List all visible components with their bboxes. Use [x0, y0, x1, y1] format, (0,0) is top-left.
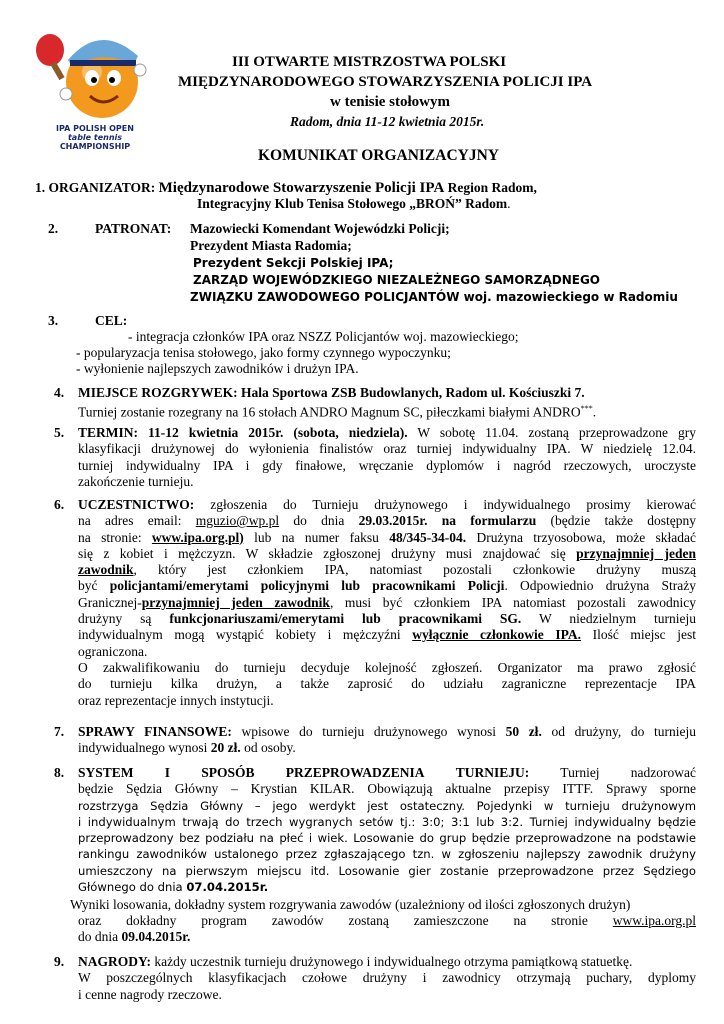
s6-l9b: wyłącznie członkowie IPA.: [412, 627, 581, 643]
title-line-2: MIĘDZYNARODOWEGO STOWARZYSZENIA POLICJI IPA: [178, 74, 593, 90]
s6-line-9: [78, 627, 696, 643]
title-line-1: III OTWARTE MISTRZOSTWA POLSKI: [232, 54, 507, 70]
s3-goal-3: - wyłonienie najlepszych zawodników i drużyn IPA.: [76, 361, 359, 376]
komunikat-title: KOMUNIKAT ORGANIZACYJNY: [258, 147, 499, 164]
s8-draw-date: 07.04.2015r.: [186, 880, 269, 895]
s6-l2b: do dnia: [293, 513, 345, 529]
s8-num: 8.: [54, 765, 65, 780]
s6-l2a: na adres email:: [78, 513, 182, 529]
s2-patron-3: Prezydent Sekcji Polskiej IPA;: [193, 256, 394, 270]
s8-w2: I: [164, 765, 171, 780]
s6-l9c: Ilość miejsc jest: [592, 627, 696, 643]
s7-l2a: indywidualnego wynosi: [78, 740, 208, 756]
s8-l11a: do dnia: [78, 929, 119, 945]
s1-num: 1.: [35, 180, 46, 195]
ipa-website-link[interactable]: www.ipa.org.pl: [612, 913, 697, 928]
s7-label: SPRAWY FINANSOWE:: [78, 724, 232, 739]
s7-body: [78, 724, 696, 757]
s8-line-4: i indywidualnym trwają do trzech wygranych setów tj.: 3:0; 3:1 lub 3:2. Turniej indywidualny będzie: [78, 814, 696, 829]
s8-w1: SYSTEM: [78, 765, 134, 780]
s8-l8a: Głównego do dnia: [78, 880, 183, 895]
s6-label: UCZESTNICTWO:: [78, 497, 195, 512]
s6-line-2: [78, 513, 696, 529]
s1-label: [35, 180, 537, 196]
s6-line-3: [78, 530, 696, 546]
s7-amount-team: 50 zł.: [505, 724, 542, 739]
s3-goal-2: - popularyzacja tenisa stołowego, jako formy czynnego wypoczynku;: [76, 345, 451, 360]
s8-body-2: [78, 913, 696, 946]
s8-body: [78, 765, 696, 895]
s5-line-4: zakończenie turnieju.: [78, 473, 194, 489]
s3-num: 3.: [48, 313, 59, 328]
event-date: Radom, dnia 11-12 kwietnia 2015r.: [290, 114, 485, 129]
s1-klub: [197, 196, 511, 212]
s8-w5: TURNIEJU:: [455, 765, 530, 780]
s1-klub-text: Integracyjny Klub Tenisa Stołowego „BROŃ” Radom: [197, 196, 508, 211]
s6-l8b: funkcjonariuszami/emerytami lub pracownikami SG.: [169, 611, 522, 627]
s8-w4: PRZEPROWADZENIA: [285, 765, 425, 780]
s8-w3: SPOSÓB: [201, 765, 255, 780]
s6-line-12: do turnieju kilka drużyn, a także zaprosić do udziału zagraniczne reprezentacje IPA: [78, 676, 696, 692]
s9-body: [78, 954, 696, 1003]
logo-line-2: table tennis: [67, 133, 123, 142]
s6-line-6: [78, 578, 696, 594]
s6-l8a: drużyny są: [78, 611, 152, 627]
s6-l7b: przynajmniej jeden zawodnik: [141, 594, 330, 610]
s1-dot: .: [507, 196, 511, 211]
title-line-3: w tenisie stołowym: [330, 94, 450, 110]
s6-line-11: O zakwalifikowaniu do turnieju decyduje kolejność zgłoszeń. Organizator ma prawo zgłosić: [78, 659, 696, 675]
s8-line-10: [78, 913, 696, 929]
s6-line-10: ograniczona.: [78, 643, 148, 659]
s6-l9a: indywidualnym mogą wystąpić kobiety i mężczyźni: [78, 627, 401, 643]
s6-line-13: oraz reprezentacje innych instytucji.: [78, 692, 274, 708]
s6-num: 6.: [54, 497, 65, 512]
s6-line-8: [78, 611, 696, 627]
s6-body: [78, 497, 696, 709]
s7-l1a: wpisowe do turnieju drużynowego wynosi: [241, 724, 496, 739]
s6-line-4: [78, 546, 696, 562]
website-link[interactable]: www.ipa.org.pl): [151, 529, 244, 545]
s6-line-1-text: zgłoszenia do Turnieju drużynowego i indywidualnego prosimy kierować: [210, 497, 697, 512]
s8-publish-date: 09.04.2015r.: [121, 929, 191, 945]
s6-l3b: lub na numer faksu: [254, 529, 379, 545]
s8-line-5: przeprowadzony bez podziału na płeć i wiek. Losowanie do grup będzie przeprowadzone na podstawie: [78, 831, 696, 846]
s6-l6b: policjantami/emerytami policyjnymi lub pracownikami Policji: [109, 578, 505, 594]
s6-l4a: się z kobiet i mężczyzn. W składzie zgłoszonej drużyny musi znajdować się: [78, 545, 566, 561]
s9-line-3: i cenne nagrody rzeczowe.: [78, 986, 222, 1002]
s6-fax: 48/345-34-04.: [389, 529, 467, 545]
logo-line-3: CHAMPIONSHIP: [59, 142, 131, 151]
mascot-ball-icon: [30, 20, 160, 125]
s8-line-9: Wyniki losowania, dokładny system rozgrywania zawodów (uzależniony od ilości zgłoszonych drużyn): [70, 897, 631, 912]
s7-amount-individual: 20 zł.: [210, 740, 241, 756]
s8-line-6: rankingu zawodników ustalonego przez zgłaszającego tzn. w zgłoszeniu najlepszy zawodnik drużyny: [78, 847, 696, 862]
s2-patron-5: ZWIĄZKU ZAWODOWEGO POLICJANTÓW woj. mazowieckiego w Radomiu: [190, 290, 678, 304]
s2-label: PATRONAT:: [95, 221, 172, 236]
s8-line-2: będzie Sędzia Główny – Krystian KILAR. Obowiązują aktualne przepisy ITTF. Sprawy sporne: [78, 781, 696, 797]
s4-line-2: [78, 401, 596, 421]
s7-l1b: od drużyny, do turnieju: [551, 724, 697, 739]
s8-line-1: [78, 765, 696, 781]
ipa-logo: [30, 20, 160, 160]
s6-deadline: 29.03.2015r. na formularzu: [358, 513, 537, 529]
s8-line-11: [78, 929, 696, 945]
email-link[interactable]: mguzio@wp.pl: [195, 513, 280, 529]
s5-line-1-text: W sobotę 11.04. zostaną przeprowadzone gry: [417, 425, 697, 440]
s8-line-1-text: Turniej nadzorować: [560, 765, 697, 780]
s2-patron-4: ZARZĄD WOJEWÓDZKIEGO NIEZALEŻNEGO SAMORZĄDNEGO: [193, 273, 601, 287]
s6-l7c: , musi być członkiem IPA natomiast pozostali zawodnicy: [329, 594, 697, 610]
s6-l8c: W niedzielnym turnieju: [538, 611, 697, 627]
s9-line-2: W poszczególnych klasyfikacjach czołowe drużyny i zawodnicy otrzymają puchary, dyplomy: [78, 970, 696, 986]
s2-patron-1: Mazowiecki Komendant Wojewódzki Policji;: [190, 221, 450, 236]
s6-line-5: [78, 562, 696, 578]
s9-line-1: [78, 954, 696, 970]
s5-body: [78, 425, 696, 490]
s9-num: 9.: [54, 954, 65, 969]
s5-line-3: turniej indywidualny IPA i gdy finałowe, wręczanie dyplomów i nagród rzeczowych, uroczyste: [78, 457, 696, 473]
s6-l7a: Granicznej-: [78, 594, 142, 610]
s8-line-3: rozstrzyga Sędzia Główny – jego werdykt jest ostateczny. Pojedynki w turnieju drużynowym: [78, 798, 696, 813]
s2-patron-2: Prezydent Miasta Radomia;: [190, 238, 352, 253]
s6-l4b: przynajmniej jeden: [576, 545, 696, 561]
s8-l10a: oraz dokładny program zawodów zostaną zamieszczone na stronie: [78, 913, 588, 928]
s3-label: CEL:: [95, 313, 128, 328]
s1-org: Międzynarodowe Stowarzyszenie Policji IPA: [158, 180, 445, 196]
s9-line-1-text: każdy uczestnik turnieju drużynowego i indywidualnego otrzyma pamiątkową statuetkę.: [154, 954, 633, 969]
s7-num: 7.: [54, 724, 65, 739]
s1-region: Region Radom,: [447, 180, 537, 195]
s7-line-2: [78, 740, 696, 756]
logo-line-1: IPA POLISH OPEN: [56, 124, 134, 133]
logo-text: [30, 124, 160, 151]
s5-label: TERMIN: 11-12 kwietnia 2015r. (sobota, niedziela).: [78, 425, 408, 440]
s6-l6a: być: [78, 578, 98, 594]
s2-num: 2.: [48, 221, 59, 236]
s8-line-7: umieszczony na pierwszym miejscu itd. Losowanie gier zostanie przeprowadzone przez Sędziego: [78, 863, 696, 878]
s8-line-8: [78, 879, 696, 895]
s7-line-1: [78, 724, 696, 740]
s4-line-2-text: Turniej zostanie rozegrany na 16 stołach ANDRO Magnum SC, piłeczkami białymi ANDRO: [78, 404, 581, 420]
s9-label: NAGRODY:: [78, 954, 152, 969]
s5-num: 5.: [54, 425, 65, 440]
s6-l3c: Drużyna trzyosobowa, może składać: [476, 529, 697, 545]
s4-label: MIEJSCE ROZGRYWEK: Hala Sportowa ZSB Budowlanych, Radom ul. Kościuszki 7.: [78, 385, 585, 400]
s6-line-1: [78, 497, 696, 513]
s3-goal-1: - integracja członków IPA oraz NSZZ Policjantów woj. mazowieckiego;: [128, 329, 519, 344]
s7-l2b: od osoby.: [244, 740, 296, 756]
s6-l5b: , który jest członkiem IPA, natomiast pozostali członkowie drużyny muszą: [133, 562, 696, 578]
s4-num: 4.: [54, 385, 65, 400]
s6-l6c: . Odpowiednio drużyna Straży: [504, 578, 696, 594]
s6-l3a: na stronie:: [78, 529, 142, 545]
s6-l2c: (będzie także dostępny: [550, 513, 697, 529]
s4-sup: ***: [580, 404, 593, 413]
s5-line-1: [78, 425, 696, 441]
s6-line-7: [78, 595, 696, 611]
s6-l5a: zawodnik: [78, 562, 134, 578]
s4-end: .: [592, 404, 597, 420]
s5-line-2: klasyfikacji drużynowej do wyłonienia finalistów oraz turniej indywidualny IPA. W niedzielę 12.04.: [78, 441, 696, 457]
s1-label-text: ORGANIZATOR:: [48, 180, 156, 195]
